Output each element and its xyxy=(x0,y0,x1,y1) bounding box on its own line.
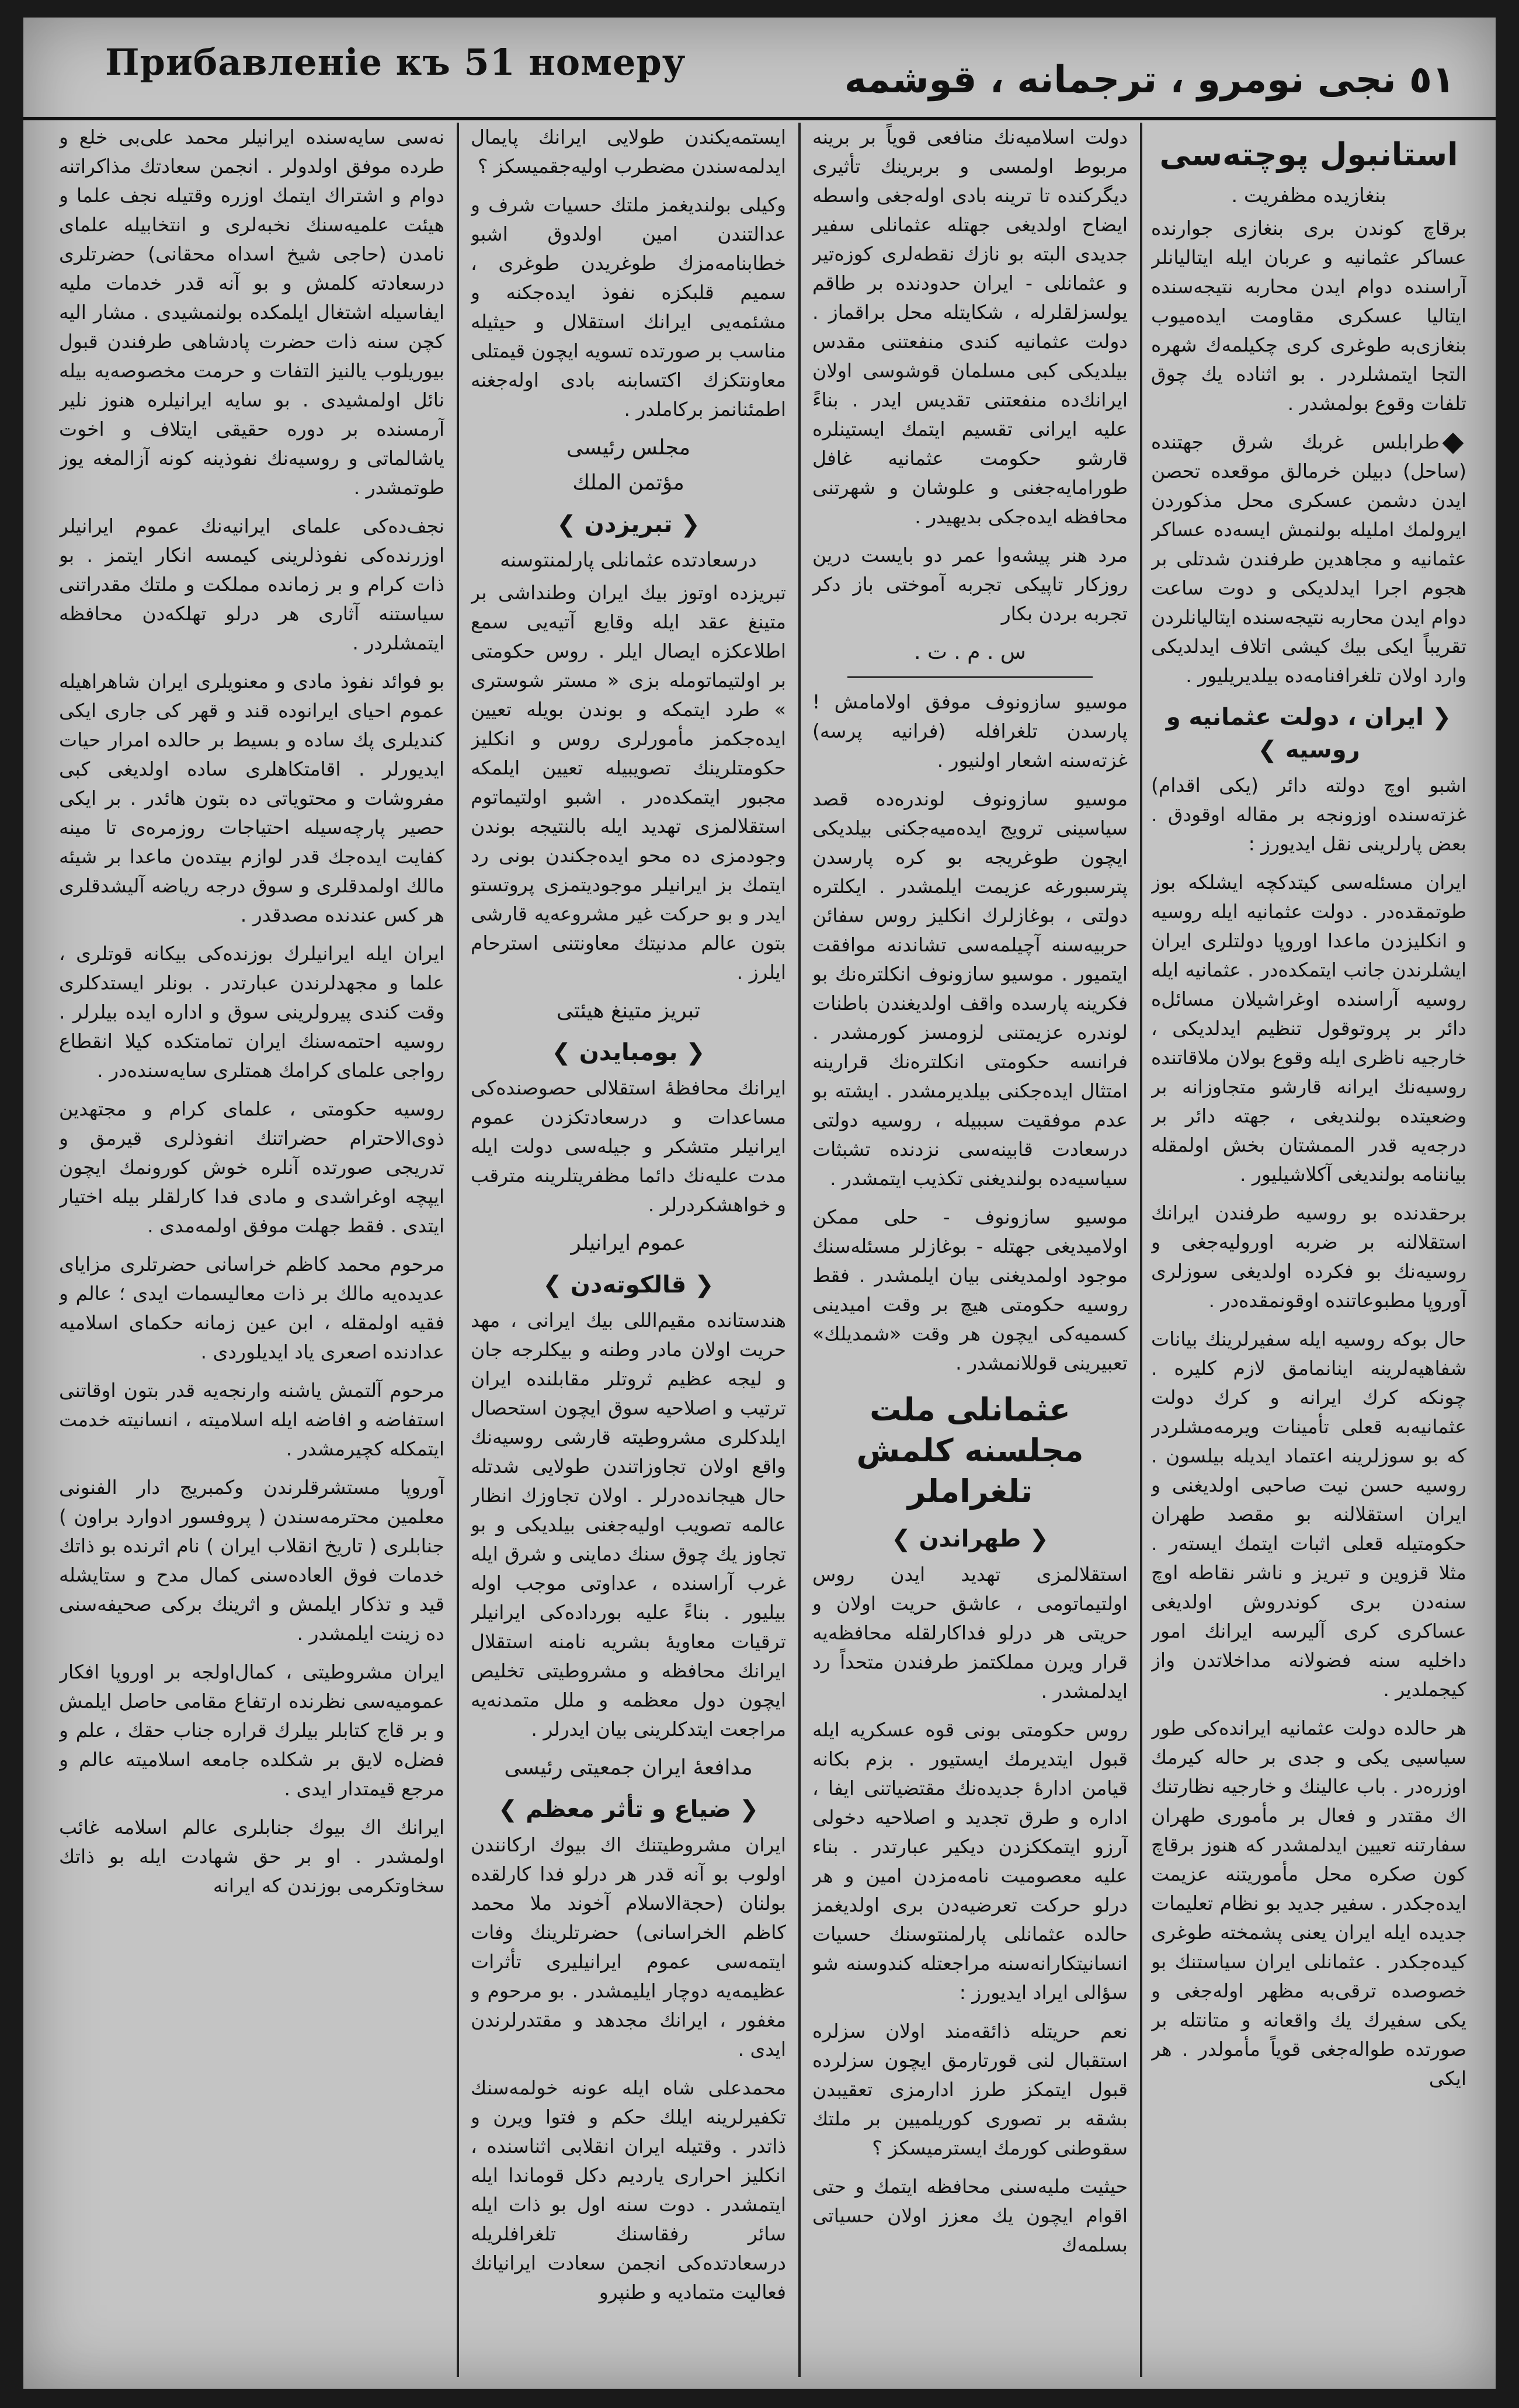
article-paragraph: نعم حريتله ذائقه‌مند اولان سزلره استقبال لنى قورتارمق ايچون سزلرده قبول ايتمكز طرز ادارمزى تعقيبدن بشقه بر تصورى كوريلميين بر ملتك سقوطنى كورمك ايسترميسكز ؟ xyxy=(812,2020,1128,2159)
verse: مرد هنر پيشه‌وا عمر دو بايست درين روزكار تاپيكى تجربه آموختى باز دكر تجربه بردن بكار xyxy=(812,544,1128,625)
divider xyxy=(847,676,1093,678)
signature: مدافعهٔ ايران جمعيتى رئيسى xyxy=(504,1756,753,1780)
article-paragraph: دولت اسلاميه‌نك منافعى قوياً بر برينه مربوط اولمسى و بربرينك تأثيرى ديگركنده تا ترينه بادى اوله‌جغى واسطه ايضاح اولديغى جهتله عثمانلى سفير جديدى البته بو نازك نقطه‌لرى كوزه‌تير و عثمانلى - ايران حدودنده بر طاقم يولسزلقلرله ، شكايتله محل براقماز . دولت عثمانيه كندى منفعتنى مقدس بيلديكى كبى مسلمان قوشوسى اولان ايرانك‌ده منفعتنى تقديس ايدر . بناءً عليه ايرانى تقسيم ايتمك ايستينلره قارشو حكومت عثمانيه غافل طورامايه‌جغنى و علوشان و شهرتنى محافظه ايده‌جكى بديهيدر . xyxy=(812,126,1128,528)
ornament-icon: ❮ xyxy=(677,1039,705,1066)
article-heading-text: ضياع و تأثر معظم xyxy=(526,1796,731,1823)
article-paragraph: اشبو اوچ دولته دائر (يكى اقدام) غزته‌سنده اوزونجه بر مقاله اوقودق . بعض پارلرينى نقل ايديورز : xyxy=(1151,774,1466,855)
article-paragraph: موسيو سازونوف لوندره‌ده قصد سياسينى ترويج ايده‌ميه‌جكنى بيلديكى ايچون طوغريجه بو كره پارسدن پترسبورغه عزيمت ايلمشدر . ايكلتره دولتى ، بوغازلرك انكليز روس سفائن حربيه‌سنه آچيلمه‌سى تشاندنه موافقت ايتميور . موسيو سازونوف انكلتره‌نك بو فكرينه پارسده واقف اولديغندن باطنات لوندره عزيمتنى لزومسز كورمشدر . فرانسه حكومتى انكلتره‌نك قرارينه امتثال ايده‌جكنى بيلديرمشدر . ايشته بو عدم موفقيت سببيله ، روسيه دولتى درسعادت قابينه‌سى نزدنده تشبثات سياسيه‌ده بولنديغنى تكذيب ايتمشدر . xyxy=(812,787,1128,1190)
article-paragraph: روسيه حكومتى ، علماى كرام و مجتهدين ذوى‌الاحترام حضراتنك انفوذلرى قيرمق و تدريجى صورتده آنلره خوش كورونمك ايچون ايپچه اوغراشدى و مادى فدا كارلقلر بيله اختيار ايتدى . فقط جهلت موفق اولمه‌مدى . xyxy=(59,1097,444,1237)
article-paragraph: نجف‌ده‌كى علماى ايرانيه‌نك عموم ايرانيلر اوزرنده‌كى نفوذلرينى كيمسه انكار ايتمز . بو ذات كرام و بر زمانده مملكت و ملتك مقدراتنى سياستنه آثارى هر درلو تهلكه‌دن محافظه ايتمشلردر . xyxy=(59,515,444,654)
ornament-icon: ❯ xyxy=(543,1271,571,1298)
article-paragraph: برحقدنده بو روسيه طرفندن ايرانك استقلالنه بر ضربه اوروليه‌جغى و روسيه‌نك بو فكرده اولديغى سوزلرى آوروپا مطبوعاتنده اوقونمقده‌در . xyxy=(1151,1201,1466,1312)
article-paragraph: ايستمه‌يكندن طولايى ايرانك پايمال ايدلمه‌سندن مضطرب اوليه‌جقميسكز ؟ xyxy=(471,126,786,178)
article-heading xyxy=(812,1523,1128,1555)
article-paragraph: استقلالمزى تهديد ايدن روس اولتيماتومى ، عاشق حريت اولان و حريتى هر درلو فداكارلقله محافظه‌يه قرار ويرن مملكتمز طرفندن متحداً رد ايدلمشدر . xyxy=(812,1563,1128,1702)
signature-title: مجلس رئيسى xyxy=(566,436,691,460)
article-paragraph: وكيلى بولنديغمز ملتك حسيات شرف و عدالتندن امين اولدوق اشبو خطابنامه‌مزك طوغريدن طوغرى ، سميم قلبكزه نفوذ ايده‌جكنه و مشئمه‌يى ايرانك استقلال و حيثيله مناسب بر صورتده تسويه ايچون قيمتلى معاونتكزك اكتسابنه بادى اوله‌جغنه اطمئنانمز بركاملدر . xyxy=(471,193,786,421)
article-heading-text: ايران ، دولت عثمانيه و روسيه xyxy=(1166,704,1424,763)
article-paragraph: موسيو سازونوف موفق اولامامش ! پارسدن تلغرافله (فرانيه پرسه) غزته‌سنه اشعار اولنيور . xyxy=(812,690,1128,772)
ornament-icon: ❯ xyxy=(891,1526,919,1552)
ornament-icon: ❮ xyxy=(686,1271,714,1298)
column-2 xyxy=(812,123,1128,2377)
article-paragraph: ايران مسئله‌سى كيتدكچه ايشلكه بوز طوتمقده‌در . دولت عثمانيه ايله روسيه و انكليزدن ماعدا اوروپا دولتلرى ايران ايشلرندن جانب ايتمكده‌در . عثمانيه ايله روسيه آراسنده اوغراشيلان مسائل‌ه دائر بر پروتوقول تنظيم ايدلديكى ، خارجيه ناظرى ايله وقوع بولان ملاقاتنده روسيه‌نك ايرانه قارشو متجاوزانه بر وضعيتده بولنديغى ، جهته دائر بر درجه‌يه قدر الممشتان بخش اولمقله بياننامه بولنديغى آكلاشيليور . xyxy=(1151,871,1466,1186)
article-paragraph: مرحوم محمد كاظم خراسانى حضرتلرى مزاياى عديده‌يه مالك بر ذات معاليسمات ايدى ؛ عالم و فقيه اولمقله ، ابن عين زمانه حكماى اسلاميه عدادنده اصعرى ياد ايديلوردى . xyxy=(59,1253,444,1363)
ornament-icon: ❮ xyxy=(1021,1526,1049,1552)
ornament-icon: ❯ xyxy=(557,511,585,538)
article-columns xyxy=(23,123,1496,2377)
article-paragraph: برقاچ كوندن برى بنغازى جوارنده عساكر عثمانيه و عربان ايله ايتاليانلر آراسنده دوام ايدن محاربه نتيجه‌سنده ايتاليا عسكرى مقاومت ايده‌ميوب بنغازى‌به طوغرى كرى چكيلمه‌ك شهره التجا ايتمشلردر . بو اثناده يك چوق تلفات وقوع بولمشدر . xyxy=(1151,217,1466,415)
article-heading xyxy=(471,1036,786,1069)
signature: تبريز متينغ هيئتى xyxy=(556,999,701,1023)
article-paragraph: ايران مشروطيتى ، كمال‌اولجه بر اوروپا افكار عموميه‌سى نظرنده ارتفاع مقامى حاصل ايلمش و بر قاج كتابلر بيلرك قراره جناب حقك ، علم و فضل‌ه لايق بر شكلده جامعه اسلاميته عالم و مرجع قيمتدار ايدى . xyxy=(59,1660,444,1800)
article-heading-text: تبريزدن xyxy=(584,511,673,538)
signature: س . م . ت . xyxy=(914,640,1026,664)
article-heading xyxy=(1151,701,1466,766)
ornament-icon: ❮ xyxy=(1423,704,1452,731)
article-paragraph: ايرانك محافظهٔ استقلالى حصوصنده‌كى مساعدات و درسعادتكزدن عموم ايرانيلر متشكر و جيله‌سى دولت ايله مدت عليه‌نك دائما مظفريتلرينه مترقب و خواهشكردرلر . xyxy=(471,1076,786,1216)
article-paragraph: موسيو سازونوف - حلى ممكن اولاميديغى جهتله - بوغازلر مسئله‌سنك موجود اولمديغنى بيان ايلمشدر . فقط روسيه حكومتى هيچ بر وقت اميدينى كسميه‌كى ايچون هر وقت «شمديلك» تعبيرينى قوللانمشدر . xyxy=(812,1205,1128,1374)
ornament-icon: ❮ xyxy=(731,1796,759,1823)
article-heading-text: قالكوته‌دن xyxy=(570,1271,687,1298)
article-paragraph xyxy=(1151,428,1466,690)
ornament-icon: ❯ xyxy=(1257,736,1285,763)
article-heading-text: طهراندن xyxy=(919,1526,1021,1552)
article-paragraph: حيثيت مليه‌سنى محافظه ايتمك و حتى اقوام ايچون يك معزز اولان حسياتى بسلمه‌ك xyxy=(812,2175,1128,2256)
section-heading: استانبول پوچته‌سی xyxy=(1159,136,1458,173)
masthead-left-title: Прибавленіе къ 51 номеру xyxy=(105,41,686,84)
article-paragraph: ايران مشروطيتنك اك بيوك اركانندن اولوب بو آنه قدر هر درلو فدا كارلقده بولنان (حجة‌الاسلام آخوند ملا محمد كاظم الخراسانى) حضرتلرينك وفات ايتمه‌سى عموم ايرانيليرى تأثرات عظيمه‌يه دوچار ايليمشدر . بو مرحوم و مغفور ، ايرانك مجدهد و مقتدرلرندن ايدى . xyxy=(471,1833,786,2060)
column-4 xyxy=(59,123,444,2377)
diamond-bullet-icon xyxy=(1442,432,1464,454)
article-heading xyxy=(471,1793,786,1826)
article-subheading: درسعادتده عثمانلى پارلمنتوسنه xyxy=(500,548,757,572)
article-paragraph: مرحوم آلتمش ياشنه وارنجه‌يه قدر بتون اوقاتنى استفاضه و افاضه ايله اسلاميته ، انسانيته خدمت ايتمكله كچيرمشدر . xyxy=(59,1379,444,1460)
signature: عموم ايرانيلر xyxy=(571,1231,686,1255)
signature-name: مؤتمن الملك xyxy=(572,471,684,495)
article-heading xyxy=(471,1269,786,1301)
masthead-right-title: ٥١ نجى نومرو ، ترجمانه ، قوشمه xyxy=(844,58,1455,102)
ornament-icon: ❮ xyxy=(672,511,700,538)
ornament-icon: ❯ xyxy=(551,1039,579,1066)
article-paragraph: ايرانك اك بيوك جنابلرى عالم اسلامه غائب اولمشدر . او بر حق شهادت ايله بو ذاتك سخاوتكرمى بوزندن كه ايرانه xyxy=(59,1816,444,1897)
section-heading: عثمانلى ملت مجلسنه كلمش تلغراملر xyxy=(856,1391,1084,1510)
column-3 xyxy=(471,123,786,2377)
masthead xyxy=(23,18,1496,120)
article-subheading: بنغازیده مظفریت . xyxy=(1231,184,1386,207)
article-paragraph: حال بوكه روسيه ايله سفيرلرينك بيانات شفاهيه‌لرينه اينانمامق لازم كليره . چونكه كرك ايرانه و كرك دولت عثمانيه‌به قعلى تأمينات ويرمه‌مشلردر كه بو سوزلرينه اعتماد ايديله بيلسون . روسيه حسن نيت صاحبى اولديغنى و ايران استقلالنه بو مقصد طهران حكومتيله قعلى اثبات ايتمك ايسته‌ر . مثلا قزوين و تبريز و ناشر نقاطه اوچ سنه‌دن برى كوندروش اولديغى عساكرى كرى آليرسه ايرانك امور داخليه سنه فضولانه مداخلاتدن واز كيجملد‌ير . xyxy=(1151,1328,1466,1701)
article-paragraph: نه‌سى سايه‌سنده ايرانيلر محمد على‌بى خلع و طرده موفق اولدولر . انجمن سعادتك مذاكراتنه دوام و اشتراك ايتمك اوزره وقتيله نجف علما و هيئت علميه‌سنك نخبه‌لرى و انتخابيله علماى نامدن (حاجى شيخ اسداه محقانى) حضرتلرى درسعادته كلمش و بو آنه قدر خدمات مليه ايفاسيله اشتغال ايلمكده بولنمشيدى . مشار اليه كچن سنه ذات حضرت پادشاهى طرفندن قبول بيوريلوب يالنيز التفات و حرمت مخصوصه‌يه بيله نائل اولمشيدى . بو سايه ايرانيلره هنوز نلير آرمسنده بر دوره حقيقى ايتلاف و اخوت ياشالماتى و روسيه‌نك نفوذينه كونه آزالمغه يوز طوتمشدر . xyxy=(59,126,444,499)
ornament-icon: ❯ xyxy=(498,1796,526,1823)
article-paragraph-text: طرابلس غربك شرق جهتنده (ساحل) دبيلن خرمالق موقعده تحصن ايدن دشمن عسكرى محل مذكوردن ايرولمك امليله بولنمش ايسه‌ده عساكر عثمانيه و مجاهدين طرفندن شدتلى بر هجوم اجرا ايدلديكى و دوت ساعت دوام ايدن محاربه نتيجه‌سنده ايتاليانلردن تقريباً ايكى بيك كيشى اتلاف ايدلديكى وارد اولان تلغرافنامه‌ده بيلديريليور . xyxy=(1151,430,1466,687)
article-heading xyxy=(471,508,786,541)
article-paragraph: هندستانده مقيم‌اللى بيك ايرانى ، مهد حريت اولان مادر وطنه و بيكلرجه جان و ليجه عظيم ثروتلر مقابلنده ايران ترتيب و اصلاحيه سوق ايچون استحصال ايلدكلرى مشروطيته قارشى روسيه‌نك واقع اولان تجاوزاتندن طولايى شدتله حال هيجانده‌درلر . اولان تجاوزك انظار عالمه تصويب اوليه‌جغنى بيلديكى و بو تجاوز يك چوق سنك دماينى و شرق ايله غرب آراسنده ، عداوتى موجب اوله بيليور . بناءً عليه بورداده‌كى ايرانيلر ترقيات معاويهٔ بشريه نامنه استقلال ايرانك محافظه و مشروطيتى تخليص ايچون دول معظمه و ملل متمدنه‌يه مراجعت ايتدكلرينى بيان ايدرلر . xyxy=(471,1309,786,1740)
article-paragraph: محمدعلى شاه ايله عونه خولمه‌سنك تكفيرلرينه ايلك حكم و فتوا ويرن و ذاتدر . وقتيله ايران انقلابى اثناسنده ، انكليز احرارى يارديم دكل قوماندا ايله ايتمشدر . دوت سنه اول بو ذات ايله سائر رفقاسنك تلغرافلريله درسعادتده‌كى انجمن سعادت ايرانيانك فعاليت متماديه و طنپرو xyxy=(471,2076,786,2303)
article-paragraph: هر حالده دولت عثمانيه ايرانده‌كى طور سياسيى يكى و جدى بر حاله كيرمك اوزره‌در . باب عالينك و خارجيه نظارتنك اك مقتدر و فعال بر مأمورى طهران سفارتنه تعيين ايدلمشدر كه هنوز برقاچ كون صكره محل مأموريتنه عزيمت ايده‌جكدر . سفير جديد بو نظام تعليمات جديده ايله ايران يعنى پشمخته طوغرى كيده‌جكدر . عثمانلى ايران سياستنك بو خصوصده ترقى‌به مظهر اوله‌جغى و يكى سفيرك يك واقعانه و متانتله بر صورتده طواله‌جغى قوياً مأمولدر . هر ايكى xyxy=(1151,1716,1466,2090)
article-paragraph: روس حكومتى بونى قوه عسكريه ايله قبول ايتديرمك ايستيور . بزم بكانه قيامن ادارهٔ جديده‌نك مقتضياتنى ايفا ، اداره و طرق تجديد و اصلاحيه دخولى آرزو ايتمككزدن ديكير عبارتدر . بناء عليه معصوميت نامه‌مزدن امين و هر درلو حركت تعرضيه‌دن برى اولديغمز حالده عثمانلى پارلمنتوسنك حسيات انسانيتكارانه‌سنه مراجعتله كندوسنه شو سؤالى ايراد ايديورز : xyxy=(812,1718,1128,2004)
column-1 xyxy=(1151,123,1466,2377)
article-heading-text: بومبايدن xyxy=(579,1039,678,1066)
article-paragraph: بو فوائد نفوذ مادى و معنويلرى ايران شاهراهيله عموم احياى ايرانوده قند و قهر كى جارى ايكى كنديلرى پك ساده و بسيط بر حالده امرار حيات ايديورلر . اقامتكاهلرى ساده اولديغى كبى مفروشات و محتوياتى ده بتون هائدر . بر ايكى حصير پارچه‌سيله احتياجات روزمره‌ى تا مينه كفايت ايده‌جك قدر لوازم بيتده‌ن ماعدا بر شيئه مالك اولمدقلرى و سوق درجه رياضه آليشدقلرى هر كس عندنده مصدقدر . xyxy=(59,670,444,926)
article-paragraph: تبريزده اوتوز بيك ايران وطنداشى بر متينغ عقد ايله وقايع آتيه‌يى سمع اطلاعكزه ايصال ايلر . روس حكومتى بر اولتيماتومله بزى « مستر شوسترى » طرد ايتمكه و بوندن بويله تعيين ايده‌جكمز مأمورلرى روس و انكليز حكومتلرينك تصويبيله تعيين ايلمكه مجبور ايتمكده‌در . اشبو اولتيماتوم استقلالمزى تهديد ايله بالنتيجه بوندن وجودمزى ده محو ايده‌جكندن بونى رد ايتمك بز ايرانيلر موجوديتمزى پروتستو ايدر و بو حركت غير مشروعه‌يه قارشى بتون عالم مدنيتك معاونتنى استرحام ايلرز . xyxy=(471,581,786,984)
article-paragraph: آوروپا مستشرقلرندن وكمبريج دار الفنونى معلمين محترمه‌سندن ( پروفسور ادوارد براون ) جنابلرى ( تاريخ انقلاب ايران ) نام اثرنده بو ذاتك خدمات فوق العاده‌سنى كمال مدح و ستايشله قيد و تذكار ايلمش و اثرينك بركى صحيفه‌سنى ده زينت ايلمشدر . xyxy=(59,1476,444,1645)
article-paragraph: ايران ايله ايرانيلرك بوزنده‌كى بيكانه قوتلرى ، علما و مجهدلرندن عبارتدر . بونلر ايستدكلرى وقت كندى پيرولرينى سوق و اداره ايده بيلرلر . روسيه احتمه‌سنك ايران تمامتكده كيلا انقطاع رواجى علماى كرامك همتلرى سايه‌سنده‌در . xyxy=(59,942,444,1082)
newspaper-page xyxy=(23,18,1496,2389)
